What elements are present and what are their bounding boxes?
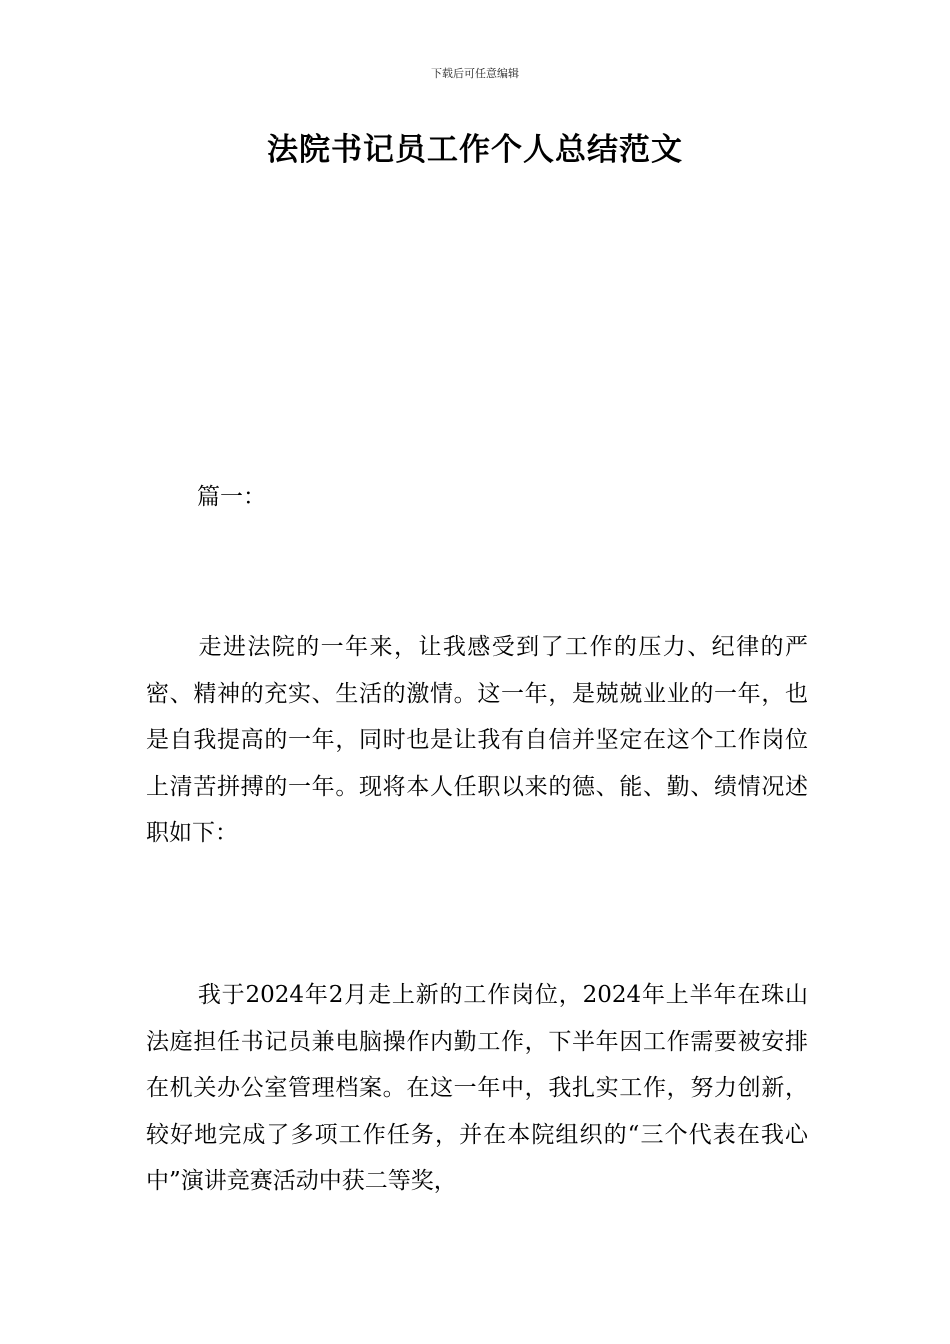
document-title: 法院书记员工作个人总结范文 — [267, 132, 683, 168]
paragraph-1 — [146, 624, 808, 857]
header-note: 下载后可任意编辑 — [431, 67, 519, 80]
paragraph-1-text: 走进法院的一年来，让我感受到了工作的压力、纪律的严密、精神的充实、生活的激情。这一年，是兢兢业业的一年，也是自我提高的一年，同时也是让我有自信并坚定在这个工作岗位上清苦拼搏的一年。现将本人任职以来的德、能、勤、绩情况述职如下： — [146, 634, 808, 846]
paragraph-2 — [146, 972, 808, 1205]
section-heading: 篇一： — [197, 484, 266, 510]
paragraph-2-text: 我于2024年2月走上新的工作岗位，2024年上半年在珠山法庭担任书记员兼电脑操作内勤工作，下半年因工作需要被安排在机关办公室管理档案。在这一年中，我扎实工作，努力创新，较好地完成了多项工作任务，并在本院组织的“三个代表在我心中”演讲竞赛活动中获二等奖， — [146, 982, 808, 1194]
